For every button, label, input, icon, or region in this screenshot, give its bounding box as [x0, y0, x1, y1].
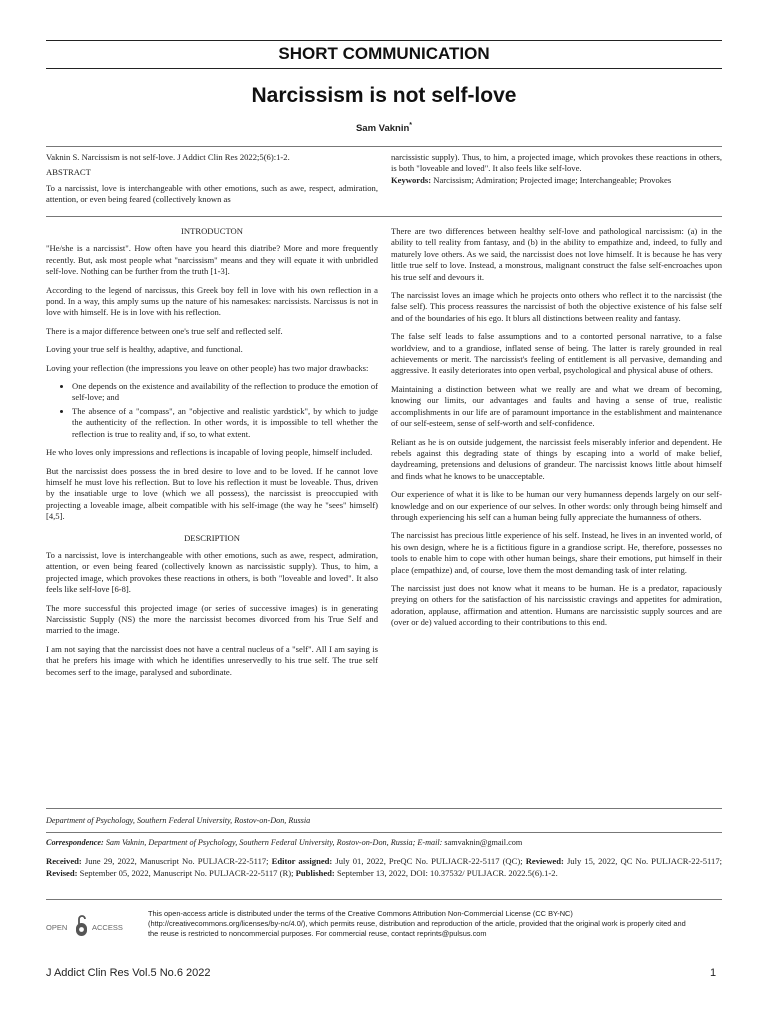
- email-link[interactable]: samvaknin@gmail.com: [444, 838, 523, 847]
- editor-label: Editor assigned:: [271, 856, 333, 866]
- reviewed-label: Reviewed:: [525, 856, 564, 866]
- correspondence: [46, 838, 722, 847]
- section-rule: [46, 68, 722, 69]
- drawbacks-list: [46, 381, 378, 440]
- license-text: This open-access article is distributed under the terms of the Creative Commons Attribution Non-Commercial License (CC BY-NC) (http://creativecommons.org/licenses/by-nc/4.0/), which permits reuse, distribution and reproduction of the article, provided that the original work is properly cited and the reuse is restricted to noncommercial purposes. For commercial reuse, contact reprints@pulsus.com: [148, 909, 686, 939]
- revised: September 05, 2022, Manuscript No. PULJACR-22-5117 (R);: [79, 867, 294, 878]
- abstract-right: [391, 152, 722, 186]
- received-label: Received:: [46, 856, 82, 866]
- published-label: Published:: [295, 867, 335, 878]
- editor: July 01, 2022, PreQC No. PULJACR-22-5117 (QC);: [335, 856, 523, 866]
- right-p2: The narcissist loves an image which he projects onto others who reflect it to the narcissist (the false self). This process reassures the narcissist of both the objective existence of his false self and of the boundaries of his ego. It blurs all distinctions between reality and fantasy.: [391, 290, 722, 323]
- right-p6: Our experience of what it is like to be human our very humanness depends largely on our self-knowledge and on our experience of our selves. In other words: only through being himself and through experiencing his self can a human being fully appreciate the humanness of others.: [391, 489, 722, 522]
- abstract-bottom-rule: [46, 216, 722, 217]
- intro-p6: He who loves only impressions and reflections is incapable of loving people, himself included.: [46, 447, 373, 458]
- open-access-icon: [46, 912, 126, 940]
- oa-access-text: ACCESS: [92, 923, 123, 932]
- corr-rule: [46, 832, 722, 833]
- description-p2: The more successful this projected image (or series of successive images) is in generating Narcissistic Supply (NS) the more the narcissist becomes divorced from his True Self and married to the image.: [46, 602, 378, 636]
- article-dates: [46, 856, 722, 879]
- keywords-label: Keywords:: [391, 174, 432, 185]
- top-rule: [46, 40, 722, 41]
- abstract-top-rule: [46, 146, 722, 147]
- right-p4: Maintaining a distinction between what we really are and what we dream of becoming, knowing our limits, our advantages and faults and having a sense of true, realistic accomplishments in our life are of paramount importance in the establishment and maintenance of our self-esteem, sense of self-worth and self-confidence.: [391, 383, 722, 429]
- list-item: • One depends on the existence and availability of the reflection to produce the emotion of self-love; and: [72, 381, 378, 404]
- revised-label: Revised:: [46, 867, 78, 878]
- oa-open-text: OPEN: [46, 923, 68, 932]
- citation: Vaknin S. Narcissism is not self-love. J Addict Clin Res 2022;5(6):1-2.: [46, 152, 290, 162]
- description-p3: I am not saying that the narcissist does not have a central nucleus of a "self". All I am saying is that he prefers his image with which he identifies unreservedly to his true self. The true self becomes serf to the image, paralysed and subordinate.: [46, 643, 378, 677]
- list-item: • The absence of a "compass", an "objective and realistic yardstick", by which to judge the authenticity of the reflection. In other words, it is impossible to tell whether the reflection is true to reality and, if so, to what extent.: [72, 406, 378, 440]
- intro-p3: There is a major difference between one's true self and reflected self.: [46, 325, 283, 336]
- published: September 13, 2022, DOI: 10.37532/ PULJACR. 2022.5(6).1-2.: [336, 867, 558, 878]
- affiliation: Department of Psychology, Southern Federal University, Rostov-on-Don, Russia: [46, 816, 311, 825]
- footnote-rule: [46, 808, 722, 809]
- right-p5: Reliant as he is on outside judgement, the narcissist feels miserably inferior and dependent. He rebels against this degrading state of things by escaping into a world of make belief, daydreaming, pretensions and delusions of grandeur. The narcissist knows little about himself and finds what he knows to be unacceptable.: [391, 436, 722, 481]
- intro-p2: According to the legend of narcissus, this Greek boy fell in love with his own reflection in a pond. In a way, this amply sums up the nature of his namesakes: narcissists. Narcissus is not in love with himself. He is in love with his reflection.: [46, 284, 378, 318]
- section-label: SHORT COMMUNICATION: [278, 44, 490, 63]
- abstract-left: [46, 152, 378, 213]
- page-number: 1: [710, 967, 717, 979]
- intro-heading: INTRODUCTON: [181, 226, 243, 236]
- intro-p7: But the narcissist does possess the in bred desire to love and to be loved. If he cannot love himself he must love his reflection. But to love his reflection it must be loveable. Thus, driven by the insatiable urge to love (which we all possess), the narcissist is preoccupied with projecting a loveable image, albeit compatible with his self-image (the way he "sees" himself) [4,5].: [46, 465, 378, 522]
- keywords: Narcissism; Admiration; Projected image; Interchangeable; Provokes: [433, 174, 672, 185]
- description-heading: DESCRIPTION: [184, 532, 240, 543]
- intro-p1: "He/she is a narcissist". How often have you heard this diatribe? More and more frequently recently. But, ask most people what "narcissism" means and they will equate it with unbridled self-love. Nothing can be further from the truth [1-3].: [46, 243, 378, 277]
- right-p3: The false self leads to false assumptions and to a contorted personal narrative, to a false worldview, and to a grandiose, inflated sense of being. The latter is rarely grounded in real achievements or merit. The narcissist's feeling of entitlement is all pervasive, demanding and aggressive. It easily deteriorates into open verbal, psychological and physical abuse of others.: [391, 331, 722, 376]
- author-name: Sam Vaknin: [355, 123, 410, 135]
- open-access-logo: [46, 912, 126, 940]
- description-p1: To a narcissist, love is interchangeable with other emotions, such as awe, respect, admiration, attention, or even being feared (collectively known as narcissistic supply). Thus, to him, a projected image, which provokes these reactions in others, is both "loveable and loved". It also feels like self-love [6-8].: [46, 549, 378, 595]
- keywords-line: [391, 175, 722, 186]
- right-p8: The narcissist just does not know what it means to be human. He is a predator, rapaciously preying on others for the satisfaction of his narcissistic cravings and appetites for admiration, adoration, applause, affirmation and attention. Humans are narcissistic supply sources and are (over or de) valued according to their contributions to this end.: [391, 582, 722, 628]
- received: June 29, 2022, Manuscript No. PULJACR-22-5117;: [84, 856, 269, 866]
- abstract-heading: ABSTRACT: [46, 167, 91, 178]
- license-rule: [46, 899, 722, 900]
- abstract-text-left: To a narcissist, love is interchangeable with other emotions, such as awe, respect, admiration, attention, or even being feared (collectively known as: [46, 182, 378, 205]
- intro-p4: Loving your true self is healthy, adaptive, and functional.: [46, 344, 243, 355]
- right-column: [391, 226, 722, 636]
- abstract-text-right: narcissistic supply). Thus, to him, a projected image, which provokes these reactions in others, is both "loveable and loved". It also feels like self-love.: [391, 152, 722, 174]
- author-line: [0, 122, 768, 134]
- corr-text: Sam Vaknin, Department of Psychology, Southern Federal University, Rostov-on-Don, Russia; E-mail:: [105, 838, 443, 847]
- article-title: Narcissism is not self-love: [251, 84, 517, 107]
- corr-label: Correspondence:: [46, 838, 104, 847]
- author-mark: *: [409, 122, 413, 129]
- left-column: [46, 226, 378, 685]
- right-p7: The narcissist has precious little experience of his self. Instead, he lives in an invented world, of his own design, where he is a fictitious figure in a grandiose script. He, therefore, possesses no tools to enable him to cope with other human beings, share their emotions, put himself in their place (empathize) and, of course, love them the most demanding task of inter relating.: [391, 530, 722, 575]
- right-p1: There are two differences between healthy self-love and pathological narcissism: (a) in the ability to tell reality from fantasy, and (b) in the ability to empathize and, indeed, to fully and maturely love others. As we said, the narcissist does not love himself. It is because he has very little true self to love. Instead, a monstrous, malignant construct the false self-encroaches upon his true self and devours it.: [391, 226, 722, 282]
- journal-footer: J Addict Clin Res Vol.5 No.6 2022: [46, 967, 211, 979]
- intro-p5: Loving your reflection (the impressions you leave on other people) has two major drawbacks:: [46, 362, 369, 373]
- reviewed: July 15, 2022, QC No. PULJACR-22-5117;: [566, 856, 723, 866]
